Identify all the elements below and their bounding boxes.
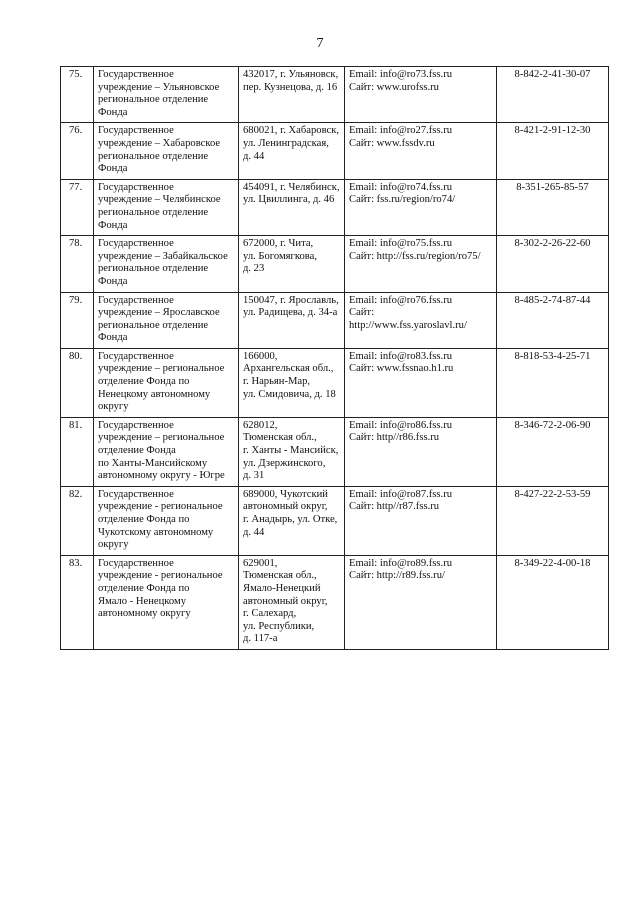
phone-number: 8-818-53-4-25-71 bbox=[497, 348, 609, 417]
postal-address: 166000, Архангельская обл., г. Нарьян-Мар, ул. Смидовича, д. 18 bbox=[239, 348, 345, 417]
row-number: 81. bbox=[61, 417, 94, 486]
offices-table bbox=[60, 66, 609, 650]
email-and-website: Email: info@ro86.fss.ru Сайт: http//r86.fss.ru bbox=[345, 417, 497, 486]
offices-table-container bbox=[60, 66, 608, 650]
email-and-website: Email: info@ro27.fss.ru Сайт: www.fssdv.ru bbox=[345, 123, 497, 179]
row-number: 75. bbox=[61, 67, 94, 123]
postal-address: 629001, Тюменская обл., Ямало-Ненецкий автономный округ, г. Салехард, ул. Республики, д. 117-а bbox=[239, 555, 345, 649]
postal-address: 454091, г. Челябинск, ул. Цвиллинга, д. 46 bbox=[239, 179, 345, 235]
institution-name: Государственное учреждение – Ярославское региональное отделение Фонда bbox=[94, 292, 239, 348]
row-number: 80. bbox=[61, 348, 94, 417]
postal-address: 628012, Тюменская обл., г. Ханты - Мансийск, ул. Дзержинского, д. 31 bbox=[239, 417, 345, 486]
institution-name: Государственное учреждение – Забайкальское региональное отделение Фонда bbox=[94, 236, 239, 292]
email-and-website: Email: info@ro75.fss.ru Сайт: http://fss.ru/region/ro75/ bbox=[345, 236, 497, 292]
postal-address: 672000, г. Чита, ул. Богомягкова, д. 23 bbox=[239, 236, 345, 292]
institution-name: Государственное учреждение – региональное отделение Фонда по Ханты-Мансийскому автономному округу - Югре bbox=[94, 417, 239, 486]
row-number: 79. bbox=[61, 292, 94, 348]
email-and-website: Email: info@ro76.fss.ru Сайт: http://www.fss.yaroslavl.ru/ bbox=[345, 292, 497, 348]
phone-number: 8-485-2-74-87-44 bbox=[497, 292, 609, 348]
postal-address: 432017, г. Ульяновск, пер. Кузнецова, д. 16 bbox=[239, 67, 345, 123]
institution-name: Государственное учреждение - региональное отделение Фонда по Чукотскому автономному округу bbox=[94, 486, 239, 555]
page-number: 7 bbox=[316, 36, 324, 51]
table-row bbox=[61, 417, 609, 486]
phone-number: 8-302-2-26-22-60 bbox=[497, 236, 609, 292]
phone-number: 8-351-265-85-57 bbox=[497, 179, 609, 235]
phone-number: 8-421-2-91-12-30 bbox=[497, 123, 609, 179]
table-row bbox=[61, 236, 609, 292]
table-row bbox=[61, 292, 609, 348]
row-number: 77. bbox=[61, 179, 94, 235]
table-row bbox=[61, 67, 609, 123]
row-number: 82. bbox=[61, 486, 94, 555]
institution-name: Государственное учреждение – региональное отделение Фонда по Ненецкому автономному округу bbox=[94, 348, 239, 417]
table-row bbox=[61, 555, 609, 649]
row-number: 78. bbox=[61, 236, 94, 292]
institution-name: Государственное учреждение – Ульяновское региональное отделение Фонда bbox=[94, 67, 239, 123]
institution-name: Государственное учреждение – Челябинское региональное отделение Фонда bbox=[94, 179, 239, 235]
email-and-website: Email: info@ro89.fss.ru Сайт: http://r89.fss.ru/ bbox=[345, 555, 497, 649]
table-row bbox=[61, 179, 609, 235]
postal-address: 689000, Чукотский автономный округ, г. Анадырь, ул. Отке, д. 44 bbox=[239, 486, 345, 555]
email-and-website: Email: info@ro73.fss.ru Сайт: www.urofss.ru bbox=[345, 67, 497, 123]
email-and-website: Email: info@ro87.fss.ru Сайт: http//r87.fss.ru bbox=[345, 486, 497, 555]
postal-address: 680021, г. Хабаровск, ул. Ленинградская, д. 44 bbox=[239, 123, 345, 179]
email-and-website: Email: info@ro74.fss.ru Сайт: fss.ru/region/ro74/ bbox=[345, 179, 497, 235]
institution-name: Государственное учреждение - региональное отделение Фонда по Ямало - Ненецкому автономному округу bbox=[94, 555, 239, 649]
postal-address: 150047, г. Ярославль, ул. Радищева, д. 34-а bbox=[239, 292, 345, 348]
phone-number: 8-349-22-4-00-18 bbox=[497, 555, 609, 649]
table-row bbox=[61, 348, 609, 417]
institution-name: Государственное учреждение – Хабаровское региональное отделение Фонда bbox=[94, 123, 239, 179]
row-number: 83. bbox=[61, 555, 94, 649]
email-and-website: Email: info@ro83.fss.ru Сайт: www.fssnao.h1.ru bbox=[345, 348, 497, 417]
row-number: 76. bbox=[61, 123, 94, 179]
phone-number: 8-842-2-41-30-07 bbox=[497, 67, 609, 123]
phone-number: 8-346-72-2-06-90 bbox=[497, 417, 609, 486]
table-row bbox=[61, 486, 609, 555]
table-row bbox=[61, 123, 609, 179]
phone-number: 8-427-22-2-53-59 bbox=[497, 486, 609, 555]
